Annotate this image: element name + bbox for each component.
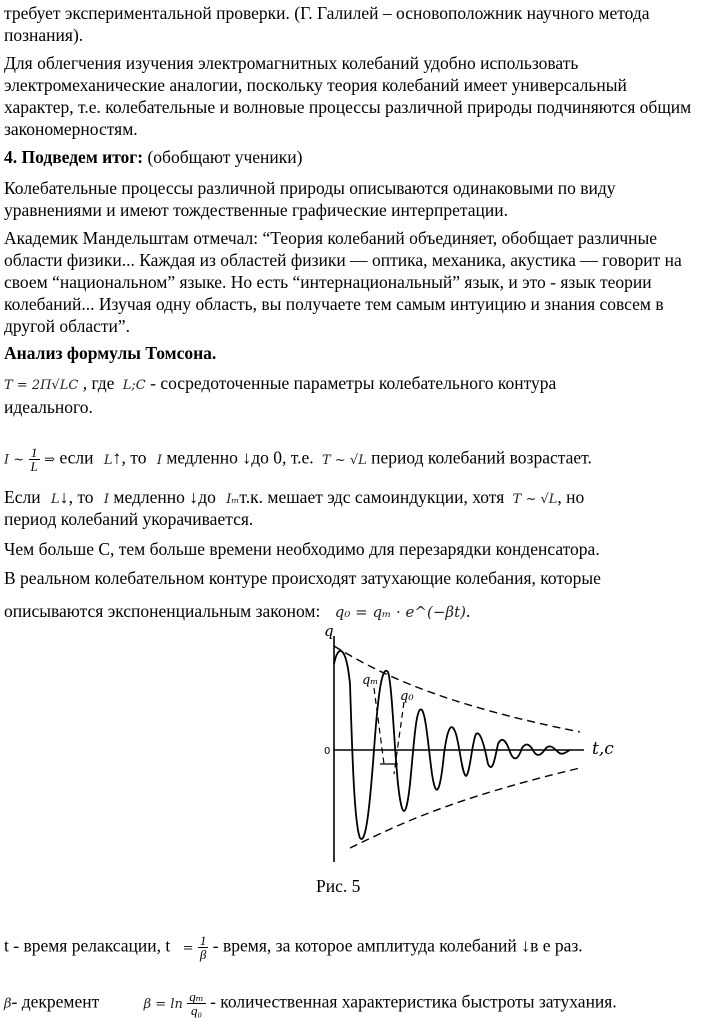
decrement-line: [4, 990, 617, 1017]
fraction-denominator: L: [30, 459, 38, 474]
arrow-down-icon: ↓: [242, 447, 252, 468]
text-gde: , где: [82, 373, 115, 393]
text-slowly: медленно: [166, 447, 238, 468]
origin-label: 0: [324, 746, 331, 757]
arrow-down-icon: ↓: [59, 487, 69, 507]
fraction-one-over-l: [29, 446, 40, 473]
text-parameters: - сосредоточенные параметры колебательного контура: [150, 373, 557, 393]
decrement-formula-left: β = ln: [143, 996, 183, 1012]
fraction-numerator: 1: [29, 446, 40, 460]
arrow-up-icon: ↑: [112, 447, 122, 468]
symbol-l: L: [50, 492, 60, 507]
figure-caption: Рис. 5: [316, 876, 361, 896]
text-period-increases: период колебаний возрастает.: [371, 447, 592, 468]
text-esli: если: [59, 447, 94, 468]
fraction-numerator: qₘ: [189, 989, 204, 1004]
period-sqrt-formula: T ~ √L: [321, 452, 367, 468]
text-self-induction: т.к. мешает эдс самоиндукции, хотя: [239, 487, 505, 507]
equals-sign: =: [182, 940, 194, 956]
text-decrement: - декремент: [11, 991, 100, 1012]
line-damped-oscillations: В реальном колебательном контуре происходят затухающие колебания, которые: [4, 568, 601, 588]
qm-label: qₘ: [362, 673, 379, 688]
text-slowly: медленно: [113, 487, 185, 507]
current-formula-left: I ~: [4, 452, 25, 468]
text-do: до: [198, 487, 216, 507]
line-period-shortens: период колебаний укорачивается.: [4, 509, 254, 529]
exponential-law-line: [4, 600, 470, 623]
text-dot: .: [465, 601, 471, 621]
damped-oscillation-figure: [320, 624, 634, 866]
summary-heading-bold: 4. Подведем итог:: [4, 147, 144, 167]
arrow-down-icon: ↓: [189, 487, 199, 507]
text-amplitude-decreases: - время, за которое амплитуда колебаний: [212, 935, 517, 956]
text-to: , то: [121, 447, 147, 468]
arrow-down-icon: ↓: [521, 935, 531, 956]
text-to: , то: [68, 487, 94, 507]
text-e-times: в е раз.: [530, 935, 583, 956]
paragraph-mandelstam-quote: Академик Мандельштам отмечал: “Теория колебаний объединяет, обобщает различные области физики... Каждая из областей физики — оптика, механика, акустика — говорит на своем “национальном” языке. Но есть “интернациональный” язык, и это - язык теории колебаний... Изучая одну область, вы получаете тем самым интуицию и знания совсем в другой области”.: [4, 228, 682, 336]
summary-heading-rest: (обобщают ученики): [143, 147, 303, 167]
text-no: , но: [557, 487, 585, 507]
thomson-formula-line: [4, 372, 556, 397]
text-exponential-law: описываются экспоненциальным законом:: [4, 601, 321, 621]
thomson-formula-heading: Анализ формулы Томсона.: [4, 343, 217, 363]
y-axis-label: q: [324, 624, 334, 640]
text-if: Если: [4, 487, 41, 507]
line-capacitance: Чем больше С, тем больше времени необходимо для перезарядки конденсатора.: [4, 539, 600, 559]
fraction-denominator: β: [199, 947, 207, 962]
fraction-denominator: q₀: [190, 1003, 202, 1018]
line-ideal: идеального.: [4, 397, 93, 417]
q0-marker-line: [394, 702, 404, 774]
paragraph-analogies: Для облегчения изучения электромагнитных колебаний удобно использовать электромеханические аналогии, поскольку теория колебаний имеет универсальный характер, т.е. колебательные и волновые процессы различной природы подчиняются общим закономерностям.: [4, 53, 692, 139]
fraction-one-over-beta: [198, 934, 209, 961]
fraction-numerator: 1: [199, 933, 207, 948]
lc-symbols: L;C: [122, 378, 146, 393]
lower-envelope: [350, 768, 580, 848]
paragraph-galileo: требует экспериментальной проверки. (Г. Галилей – основоположник научного метода познания).: [4, 3, 650, 45]
thomson-formula: T = 2П√LC: [4, 378, 79, 393]
symbol-i: I: [103, 492, 110, 507]
text-to-zero: до 0, т.е.: [251, 447, 314, 468]
implies-arrow: ⇒: [44, 452, 56, 468]
exponential-formula: q₀ = qₘ · e^(−βt): [334, 603, 466, 621]
q0-label: q₀: [400, 689, 414, 704]
beta-symbol: β: [4, 996, 12, 1012]
current-inductance-line: [4, 446, 592, 473]
fraction-qm-over-q0: [187, 990, 205, 1017]
symbol-im: Iₘ: [226, 492, 240, 507]
symbol-i: I: [156, 452, 162, 468]
paragraph-oscillation-processes: Колебательные процессы различной природы описываются одинаковыми по виду уравнениями и имеют тождественные графические интерпретации.: [4, 178, 616, 220]
upper-envelope: [334, 646, 580, 732]
text-relaxation: t - время релаксации, t: [4, 935, 171, 956]
x-axis-label: t,c: [592, 739, 614, 759]
symbol-l: L: [103, 452, 113, 468]
text-damping-rate: - количественная характеристика быстроты затухания.: [210, 991, 617, 1012]
section-summary-heading: [4, 146, 302, 168]
period-sqrt-formula: T ~ √L: [512, 492, 558, 507]
relaxation-time-line: [4, 934, 583, 961]
